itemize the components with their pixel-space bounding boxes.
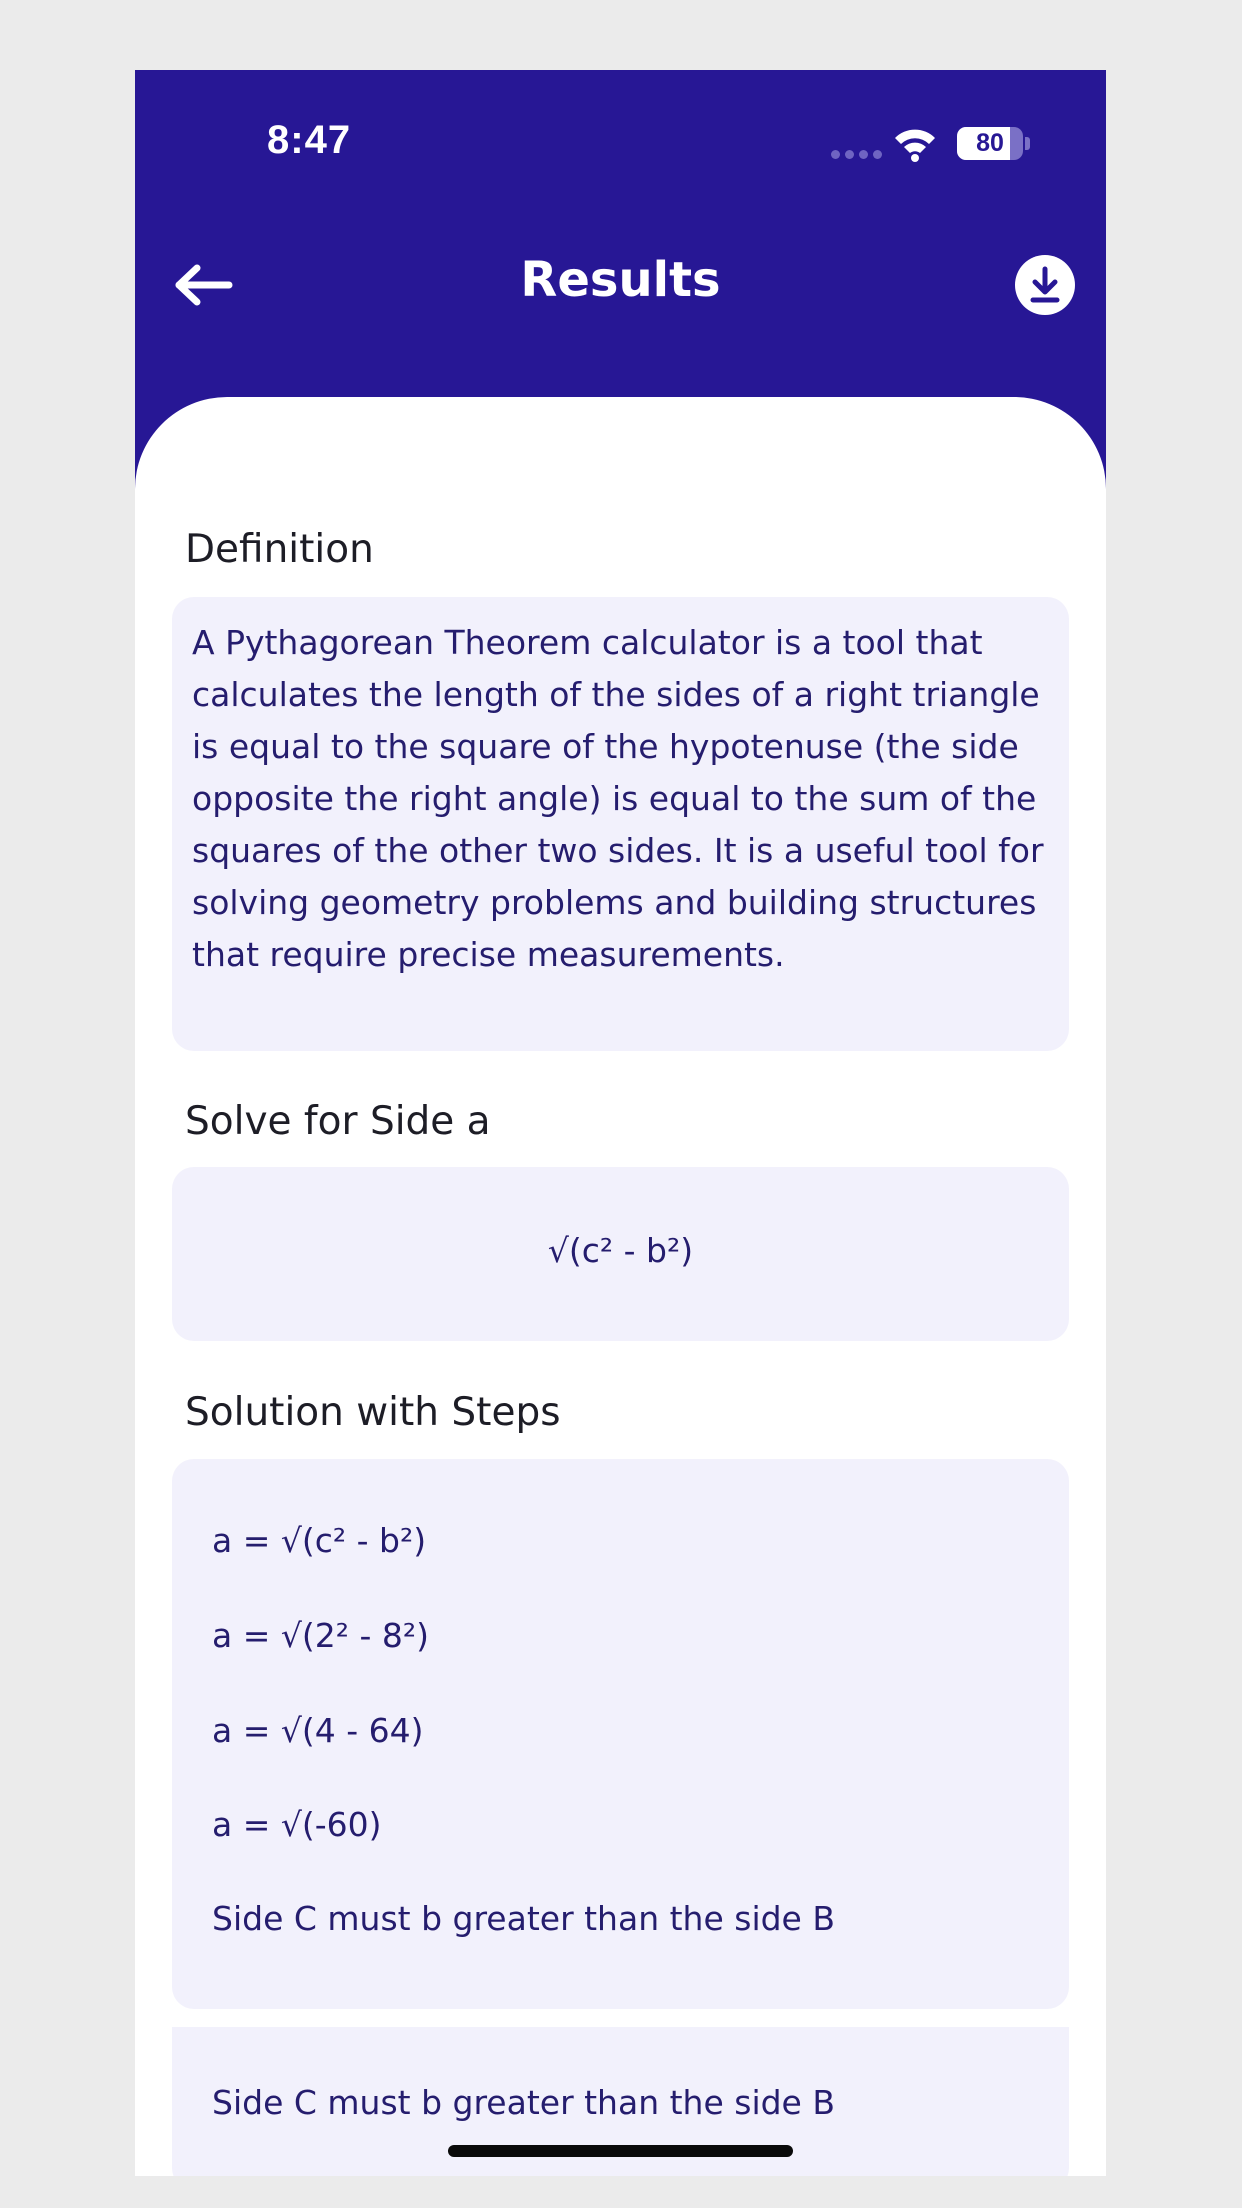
solution-step: a = √(c² - b²) [212, 1521, 427, 1560]
battery-level: 80 [976, 129, 1004, 157]
download-icon [1015, 255, 1075, 315]
solution-card [172, 1459, 1069, 2009]
phone-screen [135, 70, 1106, 2176]
battery-icon [957, 127, 1023, 160]
formula-text: √(c² - b²) [547, 1231, 694, 1270]
page-title: Results [520, 252, 721, 308]
battery-cap [1025, 137, 1030, 150]
home-indicator[interactable] [448, 2145, 793, 2157]
wifi-icon [893, 126, 937, 162]
solution-step: Side C must b greater than the side B [212, 1899, 835, 1938]
formula-card [172, 1167, 1069, 1341]
solution-heading: Solution with Steps [185, 1390, 561, 1435]
result-message: Side C must b greater than the side B [212, 2083, 835, 2122]
definition-card [172, 597, 1069, 1051]
results-sheet [135, 397, 1106, 2176]
definition-heading: Definition [185, 527, 374, 572]
cellular-signal-icon [831, 150, 883, 162]
solution-step: a = √(2² - 8²) [212, 1616, 429, 1655]
definition-text: A Pythagorean Theorem calculator is a tool that calculates the length of the sides of a right triangle is equal to the square of the hypotenuse (the side opposite the right angle) is equal to the sum of the squares of the other two sides. It is a useful tool for solving geometry problems and building structures that require precise measurements. [192, 623, 1044, 974]
solution-step: a = √(4 - 64) [212, 1711, 424, 1750]
download-button[interactable] [1015, 255, 1075, 315]
status-time: 8:47 [267, 118, 352, 162]
solution-step: a = √(-60) [212, 1805, 382, 1844]
solve-for-heading: Solve for Side a [185, 1099, 491, 1144]
